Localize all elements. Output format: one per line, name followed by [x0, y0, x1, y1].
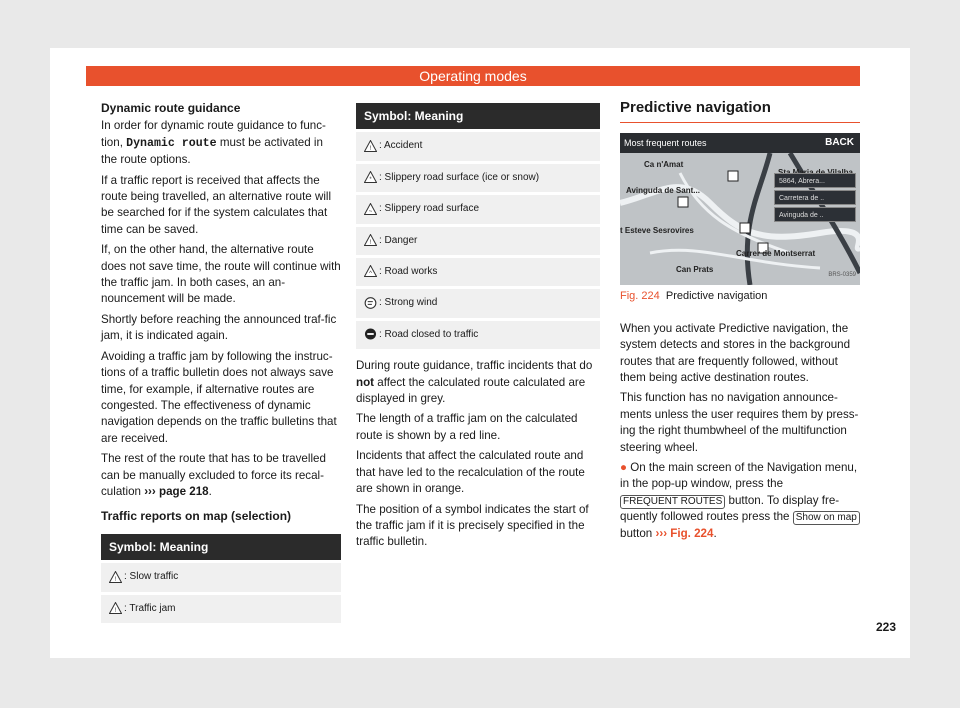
- row-label: : Accident: [379, 140, 423, 152]
- figure-link[interactable]: ››› Fig. 224: [655, 526, 714, 540]
- caption-text: Predictive navigation: [665, 290, 768, 303]
- svg-text:*: *: [369, 177, 372, 184]
- paragraph: The position of a symbol indicates the start of the traffic jam if it is precisely specified in the traffic bulletin.: [356, 502, 589, 549]
- dynamic-route-code: Dynamic route: [126, 136, 217, 150]
- row-label: : Strong wind: [379, 297, 438, 309]
- table-header: Symbol: Meaning: [356, 103, 600, 129]
- text: must be activated in the route options.: [101, 135, 323, 167]
- symbol-table: [356, 100, 600, 352]
- paragraph: [356, 358, 600, 407]
- column-middle: [356, 100, 600, 555]
- text: On the main screen of the Navigation menu, in the pop-up window, press the: [620, 461, 858, 491]
- road-closed-icon: [364, 328, 377, 340]
- map-screenshot: [620, 133, 860, 285]
- map-label: t Esteve Sesrovires: [620, 226, 694, 236]
- row-label: : Slippery road surface: [379, 203, 480, 215]
- map-title: Most frequent routes: [620, 133, 860, 153]
- map-label: Avinguda de Sant...: [626, 186, 700, 196]
- paragraph: [620, 460, 860, 542]
- text: button: [620, 526, 656, 540]
- table-row: [356, 195, 600, 223]
- paragraph: Shortly before reaching the announced traf-fic jam, it is indicated again.: [101, 312, 337, 343]
- paragraph: This function has no navigation announce-ments unless the user requires them by press-ing the right thumbwheel of the multifunction steering wheel.: [620, 391, 859, 454]
- map-label: Carrer de Montserrat: [736, 249, 816, 259]
- section-header: Operating modes: [86, 66, 860, 86]
- row-label: : Traffic jam: [124, 602, 176, 614]
- table-header: Symbol: Meaning: [101, 534, 341, 560]
- page-link[interactable]: ››› page 218: [144, 484, 209, 498]
- back-button[interactable]: BACK: [825, 137, 854, 149]
- table-row: [356, 164, 600, 192]
- text: .: [208, 484, 212, 498]
- row-label: : Slow traffic: [124, 571, 179, 583]
- paragraph: When you activate Predictive navigation, the system detects and stores in the background routes that are frequently followed, without them being active destination routes.: [620, 321, 851, 385]
- route-item[interactable]: Carretera de ..: [774, 190, 856, 205]
- table-row: [101, 563, 341, 591]
- table-row: [356, 321, 600, 349]
- accident-warning-icon: [364, 140, 377, 152]
- text: In order for dynamic route guidance to func-tion,: [101, 119, 326, 149]
- warning-triangle-icon: [109, 571, 122, 583]
- predictive-navigation-title: Predictive navigation: [620, 100, 860, 123]
- road-works-icon: [364, 265, 377, 277]
- svg-text:!: !: [369, 145, 372, 152]
- svg-text:~: ~: [368, 208, 373, 215]
- paragraph: Incidents that affect the calculated route and that have led to the recalculation of the route are shown in orange.: [356, 449, 585, 496]
- row-label: : Road works: [379, 266, 438, 278]
- paragraph: If, on the other hand, the alternative route does not save time, the route will continue with the traffic jam. In both cases, an an-nouncement will be made.: [101, 243, 341, 306]
- slippery-road-icon: [364, 203, 377, 215]
- route-item[interactable]: 5864, Abrera...: [774, 173, 856, 188]
- row-label: : Road closed to traffic: [379, 328, 479, 340]
- map-label: Ca n'Amat: [644, 160, 684, 170]
- figure-label: Fig. 224: [620, 290, 660, 303]
- svg-text:!: !: [114, 576, 117, 583]
- table-row: [356, 227, 600, 255]
- route-item[interactable]: Avinguda de ..: [774, 207, 856, 222]
- traffic-reports-heading: Traffic reports on map (selection): [101, 509, 292, 524]
- frequent-routes-button: FREQUENT ROUTES: [620, 495, 725, 509]
- figure-caption: [620, 288, 860, 304]
- text: The rest of the route that has to be travelled can be manually excluded to force its recal-culation: [101, 452, 326, 498]
- ice-warning-icon: [364, 171, 377, 183]
- text: .: [713, 526, 717, 540]
- warning-triangle-icon: [109, 602, 122, 614]
- column-right: [620, 100, 860, 546]
- show-on-map-button: Show on map: [793, 511, 860, 525]
- map-label: Can Prats: [676, 265, 714, 275]
- table-row: [356, 258, 600, 286]
- row-label: : Slippery road surface (ice or snow): [379, 171, 540, 183]
- bullet-icon: ●: [620, 461, 628, 475]
- svg-text:^: ^: [369, 271, 372, 278]
- svg-text:!: !: [369, 239, 372, 246]
- text: button. To display fre-quently followed routes press the: [620, 493, 840, 524]
- table-row: [356, 289, 600, 317]
- paragraph: If a traffic report is received that affects the route being travelled, an alternative route will be searched for if the system calculates that time can be saved.: [101, 173, 332, 236]
- row-label: : Danger: [379, 234, 418, 246]
- svg-text:!: !: [114, 607, 117, 614]
- page-number: 223: [876, 620, 897, 634]
- column-left: [101, 100, 341, 626]
- dynamic-route-heading: Dynamic route guidance: [101, 101, 241, 115]
- bold-text: not: [356, 375, 375, 389]
- text: During route guidance, traffic incidents that do: [356, 359, 593, 373]
- table-row: [101, 595, 341, 623]
- strong-wind-icon: [364, 297, 377, 309]
- text: affect the calculated route calculated are displayed in grey.: [356, 375, 586, 406]
- paragraph: The length of a traffic jam on the calculated route is shown by a red line.: [356, 412, 578, 442]
- table-row: [356, 132, 600, 160]
- paragraph: [101, 451, 341, 500]
- symbol-table: [101, 531, 341, 626]
- danger-icon: [364, 234, 377, 246]
- image-code: BRS-0359: [828, 272, 856, 278]
- paragraph: Avoiding a traffic jam by following the instruc-tions of a traffic bulletin does not always save time, for example, if alternative routes are congested. The effectiveness of dynamic navigation depends on the traffic bulletins that are received.: [101, 349, 337, 445]
- paragraph: [101, 118, 341, 168]
